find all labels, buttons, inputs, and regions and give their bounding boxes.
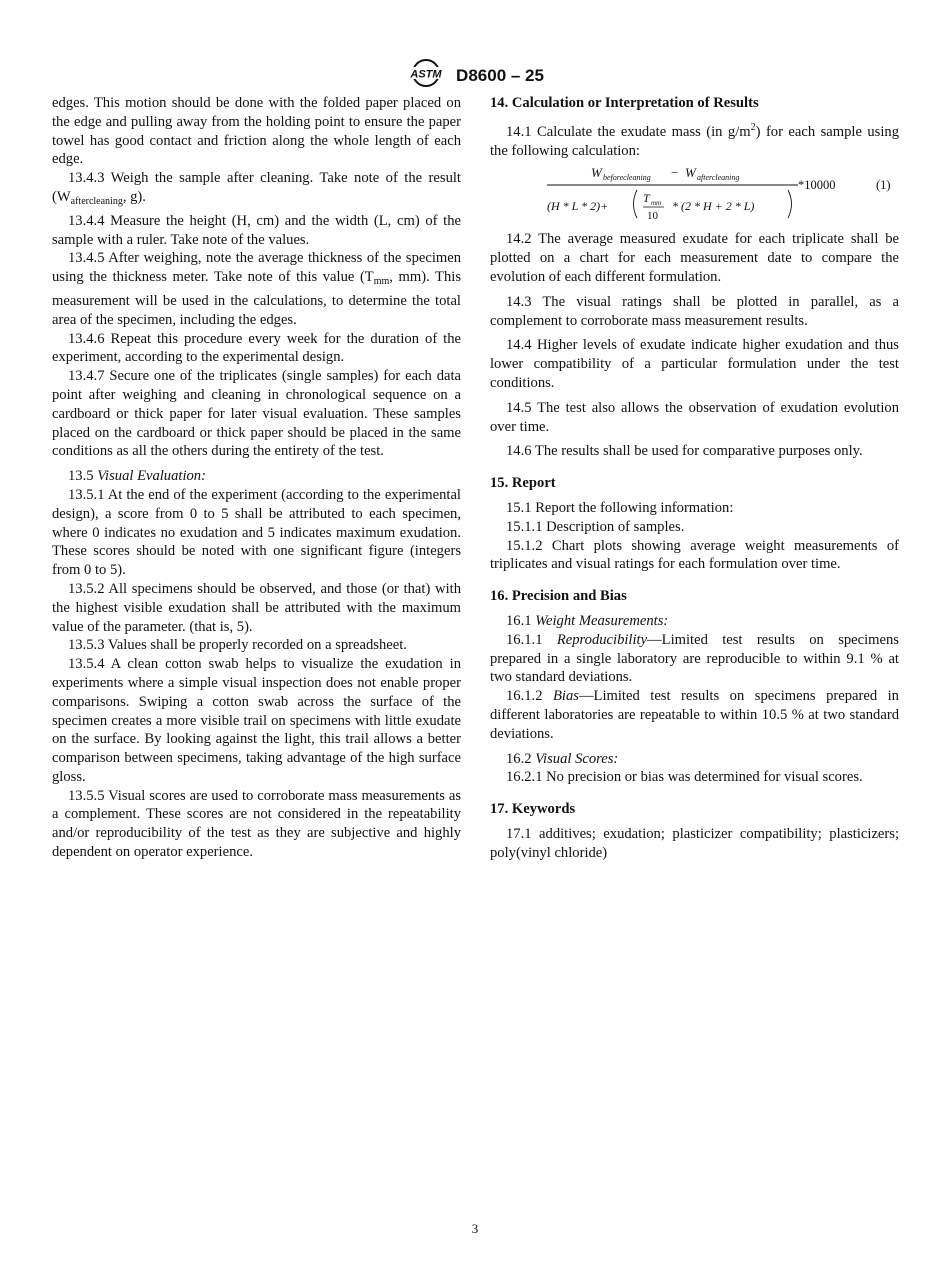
section-16-heading: 16. Precision and Bias xyxy=(490,588,627,605)
svg-text:ASTM: ASTM xyxy=(410,68,442,81)
svg-text:W: W xyxy=(685,165,696,181)
svg-text:mm: mm xyxy=(651,199,662,208)
paragraph-14-6: 14.6 The results shall be used for comparative purposes only. xyxy=(506,443,863,460)
svg-text:aftercleaning: aftercleaning xyxy=(697,173,740,183)
right-column xyxy=(490,94,899,863)
section-13-5-title: 13.5 Visual Evaluation: xyxy=(68,468,206,485)
paragraph-17-1: 17.1 additives; exudation; plasticizer compatibility; plasticizers; poly(vinyl chloride) xyxy=(490,825,899,861)
paragraph-16-1-1: 16.1.1 Reproducibility—Limited test results on specimens prepared in a single laboratory are reproducible to within 9.1 % at two standard deviations. xyxy=(490,631,899,686)
svg-text:T: T xyxy=(643,191,650,206)
section-15-heading: 15. Report xyxy=(490,475,556,492)
document-code: D8600 – 25 xyxy=(456,65,544,85)
paragraph-16-1-2: 16.1.2 Bias—Limited test results on specimens prepared in different laboratories are repeatable to within 10.5 % at two standard deviations. xyxy=(490,688,899,742)
svg-text:* (2 * H + 2 * L): * (2 * H + 2 * L) xyxy=(672,199,755,214)
paragraph-13-4-5: 13.4.5 After weighing, note the average thickness of the specimen using the thickness meter. Take note of this value ($T_{mm}$, mm). This measurement will be used in the calculations, to determine the total area of the specimen, including the edges. xyxy=(52,250,462,328)
svg-text:W: W xyxy=(591,165,602,181)
svg-text:(H * L * 2)+: (H * L * 2)+ xyxy=(547,199,609,214)
svg-text:beforecleaning: beforecleaning xyxy=(603,173,651,183)
paragraph-14-4: 14.4 Higher levels of exudate indicate higher exudation and thus lower compatibility of a particular formulation under the test conditions. xyxy=(490,337,899,391)
paragraph-continuation: edges. This motion should be done with the folded paper placed on the edge and pulling away from the holding point to ensure the paper towel has good contact and friction along the whole length of each edge. xyxy=(52,95,461,168)
paragraph-14-1: 14.1 Calculate the exudate mass (in $g/m^2$) for each sample using the following calculation: xyxy=(490,121,899,159)
section-16-2-title: 16.2 Visual Scores: xyxy=(506,750,619,767)
paragraph-13-5-4: 13.5.4 A clean cotton swab helps to visualize the exudation in experiments where a simple visual inspection does not enable proper comparisons. Swiping a cotton swab across the surface of the specimen creates a more visible trail on specimens with little exudate on the surface. By looking against the light, this trail allows a better comparison between specimens, taking advantage of the high surface gloss. xyxy=(52,656,461,785)
svg-text:(1): (1) xyxy=(876,178,891,193)
paragraph-13-5-2: 13.5.2 All specimens should be observed, and those (or that) with the highest visible exudation shall be attributed with the maximum value of the parameter. (that is, 5). xyxy=(52,580,461,635)
section-14-heading: 14. Calculation or Interpretation of Results xyxy=(490,95,759,111)
paragraph-13-4-4: 13.4.4 Measure the height (H, cm) and the width (L, cm) of the sample with a ruler. Take note of the values. xyxy=(52,212,461,248)
svg-text:10: 10 xyxy=(647,210,658,223)
paragraph-14-3: 14.3 The visual ratings shall be plotted in parallel, as a complement to corroborate mass measurement results. xyxy=(490,293,899,329)
svg-text:−: − xyxy=(671,165,679,181)
paragraph-13-5-1: 13.5.1 At the end of the experiment (according to the experimental design), a score from 0 to 5 shall be attributed to each specimen, where 0 indicates no exudation and 5 indicates maximum exudation. These scores should be noted with one significant figure (integers from 0 to 5). xyxy=(52,486,461,579)
paragraph-15-1-1: 15.1.1 Description of samples. xyxy=(506,518,685,535)
page-number: 3 xyxy=(471,1221,479,1236)
paragraph-16-2-1: 16.2.1 No precision or bias was determined for visual scores. xyxy=(506,769,863,786)
paragraph-13-5-5: 13.5.5 Visual scores are used to corroborate mass measurements as a complement. These scores are not considered in the repeatability and/or reproducibility of the test as they are subjective and highly dependent on operator experience. xyxy=(52,787,461,861)
paragraph-15-1: 15.1 Report the following information: xyxy=(506,499,734,516)
left-column xyxy=(52,94,461,862)
paragraph-13-4-6: 13.4.6 Repeat this procedure every week for the duration of the experiment, according to the experimental design. xyxy=(52,330,461,366)
paragraph-13-5-3: 13.5.3 Values shall be properly recorded on a spreadsheet. xyxy=(68,637,407,654)
section-16-1-title: 16.1 Weight Measurements: xyxy=(506,612,669,629)
paragraph-13-4-3: 13.4.3 Weigh the sample after cleaning. Take note of the result ($W_{aftercleaning}$, g). xyxy=(52,170,461,207)
svg-text:*10000: *10000 xyxy=(798,178,836,193)
section-17-heading: 17. Keywords xyxy=(490,801,576,818)
paragraph-13-4-7: 13.4.7 Secure one of the triplicates (single samples) for each data point after weighing and cleaning in chronological sequence on a cardboard or thick paper for later visual evaluation. These samples placed on the cardboard or thick paper should be placed in the same conditions as all the others during the entirety of the test. xyxy=(52,368,461,460)
paragraph-14-5: 14.5 The test also allows the observation of exudation evolution over time. xyxy=(490,399,899,435)
page-header xyxy=(0,58,950,93)
exudate-formula xyxy=(490,164,899,224)
astm-logo-icon xyxy=(406,58,446,93)
paragraph-15-1-2: 15.1.2 Chart plots showing average weight measurements of triplicates and visual ratings for each formulation over time. xyxy=(490,537,899,573)
paragraph-14-2: 14.2 The average measured exudate for each triplicate shall be plotted on a chart for each measurement date to compare the evolution of each different formulation. xyxy=(490,231,899,285)
